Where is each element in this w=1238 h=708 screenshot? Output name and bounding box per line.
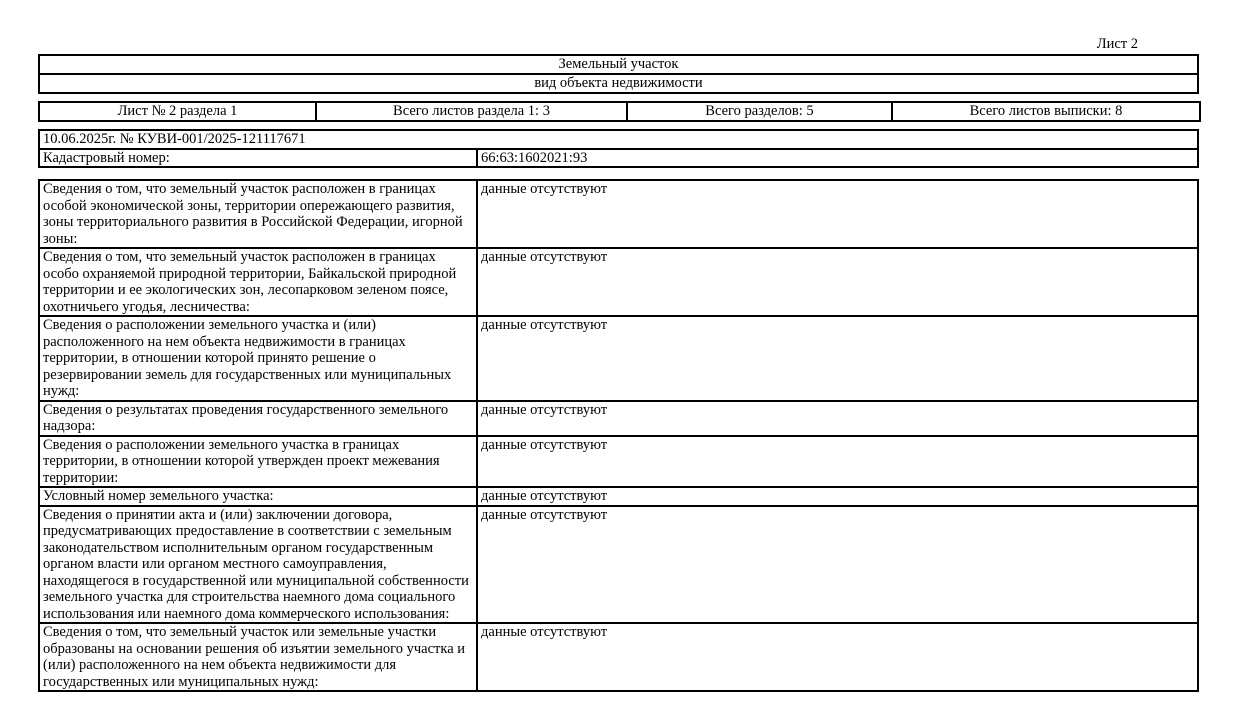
row-label: Сведения о расположении земельного участка в границах территории, в отношении которой утвержден проект межевания территории: [39, 436, 477, 488]
row-value: данные отсутствуют [477, 623, 1198, 691]
row-value: данные отсутствуют [477, 401, 1198, 436]
object-type-caption: вид объекта недвижимости [39, 74, 1198, 93]
row-label: Сведения о том, что земельный участок или земельные участки образованы на основании решения об изъятии земельного участка и (или) расположенного на нем объекта недвижимости для государственных или муниципальных нужд: [39, 623, 477, 691]
sheet-meta-table [38, 101, 1201, 122]
row-label: Сведения о принятии акта и (или) заключении договора, предусматривающих предоставление в соответствии с земельным законодательством исполнительным органом государственным органом власти или органом местного самоуправления, находящегося в государственной или муниципальной собственности земельного участка для строительства наемного дома социального использования или наемного дома коммерческого использования: [39, 506, 477, 624]
extract-sheets-total: Всего листов выписки: 8 [892, 102, 1200, 121]
table-row [39, 623, 1198, 691]
row-label: Условный номер земельного участка: [39, 487, 477, 506]
row-label: Сведения о результатах проведения государственного земельного надзора: [39, 401, 477, 436]
table-row [39, 436, 1198, 488]
row-value: данные отсутствуют [477, 506, 1198, 624]
object-name: Земельный участок [39, 55, 1198, 74]
document-id-table [38, 129, 1199, 168]
cadastral-number-label: Кадастровый номер: [39, 149, 477, 168]
information-table [38, 179, 1199, 692]
sections-total: Всего разделов: 5 [627, 102, 892, 121]
sheet-of-section: Лист № 2 раздела 1 [39, 102, 316, 121]
table-row [39, 180, 1198, 248]
table-row [39, 316, 1198, 401]
row-value: данные отсутствуют [477, 436, 1198, 488]
table-row [39, 506, 1198, 624]
section-sheets-total: Всего листов раздела 1: 3 [316, 102, 627, 121]
table-row [39, 248, 1198, 316]
row-label: Сведения о расположении земельного участка и (или) расположенного на нем объекта недвижимости в границах территории, в отношении которой принято решение о резервировании земель для государственных или муниципальных нужд: [39, 316, 477, 401]
object-title-table [38, 54, 1199, 94]
row-value: данные отсутствуют [477, 180, 1198, 248]
table-row [39, 401, 1198, 436]
row-value: данные отсутствуют [477, 487, 1198, 506]
cadastral-number-value: 66:63:1602021:93 [477, 149, 1198, 168]
row-value: данные отсутствуют [477, 316, 1198, 401]
document-date-number: 10.06.2025г. № КУВИ-001/2025-121117671 [39, 130, 1198, 149]
row-value: данные отсутствуют [477, 248, 1198, 316]
sheet-number: Лист 2 [1096, 36, 1138, 52]
table-row [39, 487, 1198, 506]
row-label: Сведения о том, что земельный участок расположен в границах особой экономической зоны, территории опережающего развития, зоны территориального развития в Российской Федерации, игорной зоны: [39, 180, 477, 248]
row-label: Сведения о том, что земельный участок расположен в границах особо охраняемой природной территории, Байкальской природной территории и ее экологических зон, лесопарковом зеленом поясе, охотничьего угодья, лесничества: [39, 248, 477, 316]
